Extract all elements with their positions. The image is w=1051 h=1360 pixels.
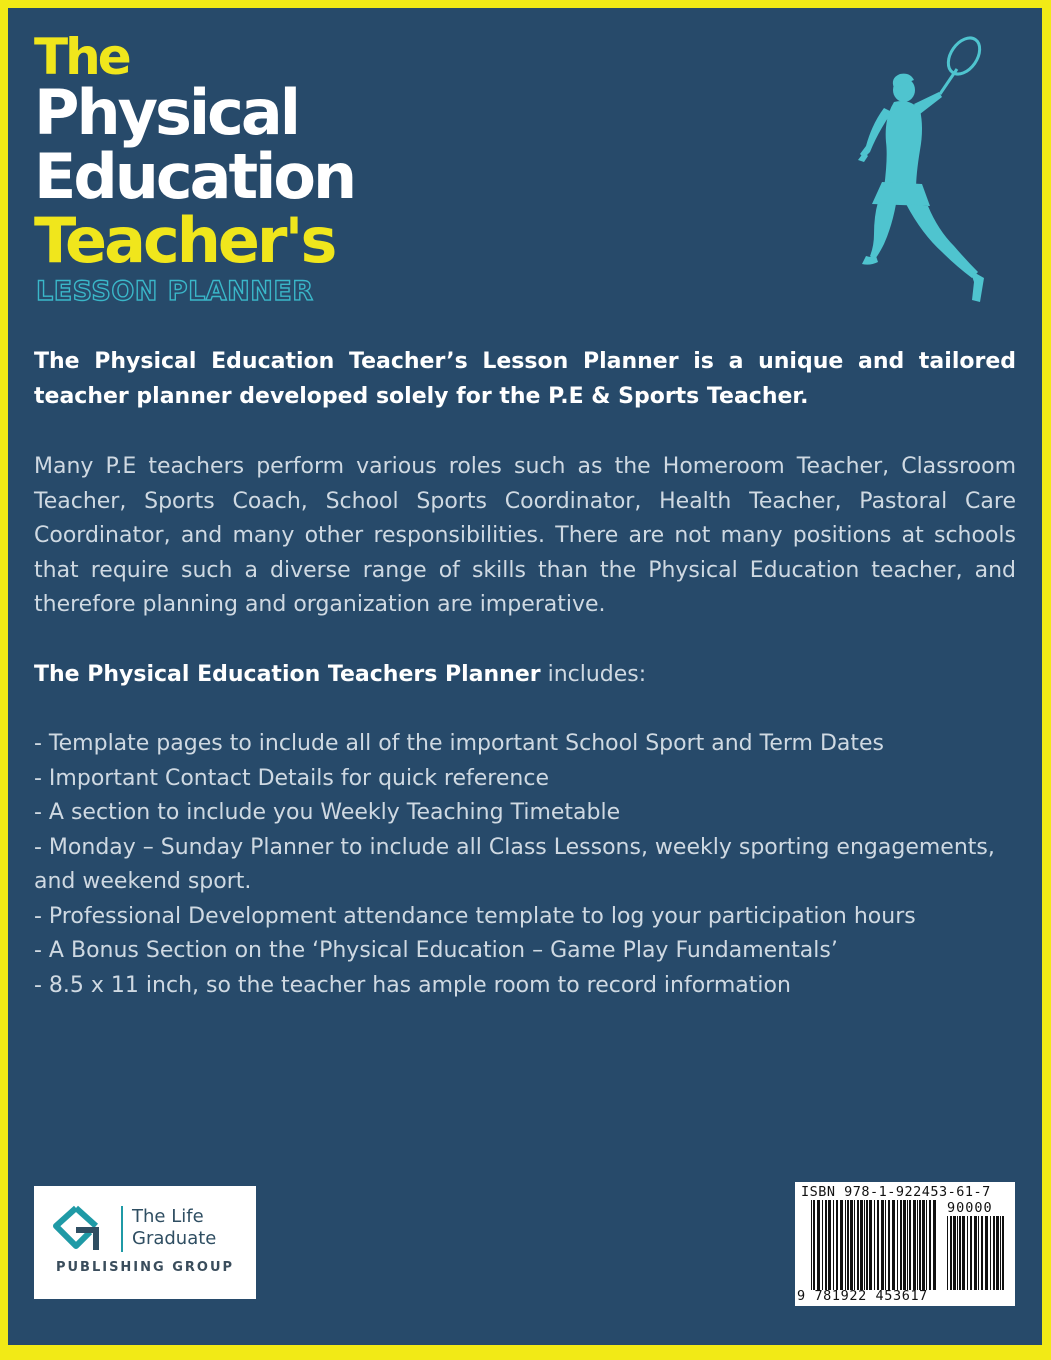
includes-bold: The Physical Education Teachers Planner	[34, 662, 541, 687]
title-teachers: Teacher's	[34, 204, 335, 277]
title-the: The	[34, 28, 129, 86]
tennis-player-silhouette-icon	[846, 32, 996, 312]
isbn-label: ISBN 978-1-922453-61-7	[801, 1184, 991, 1200]
book-back-cover	[8, 8, 1042, 1345]
publisher-tagline: PUBLISHING GROUP	[55, 1260, 235, 1275]
description-paragraph: Many P.E teachers perform various roles such as the Homeroom Teacher, Classroom Teacher, Sports Coach, School Sports Coordinator, Health Teacher, Pastoral Care Coordinator, and many other responsibilities. There are not many positions at schools that require such a diverse range of skills than the Physical Education teacher, and therefore planning and organization are imperative.	[34, 454, 1016, 617]
barcode-addon-icon	[947, 1216, 1007, 1290]
price-code: 90000	[947, 1200, 993, 1216]
list-item: - Template pages to include all of the important School Sport and Term Dates	[34, 731, 884, 756]
intro-text: The Physical Education Teacher’s Lesson Planner is a unique and tailored teacher planner developed solely for the P.E & Sports Teacher.	[34, 349, 1016, 409]
includes-heading	[34, 658, 1016, 693]
barcode-icon	[811, 1200, 937, 1290]
list-item: - A section to include you Weekly Teaching Timetable	[34, 800, 621, 825]
feature-list	[34, 727, 1016, 1003]
title-education: Education	[34, 140, 355, 213]
list-item: - Professional Development attendance template to log your participation hours	[34, 903, 916, 929]
logo-divider	[121, 1206, 123, 1252]
list-item: - 8.5 x 11 inch, so the teacher has ample room to record information	[34, 972, 791, 998]
title-lesson-planner: LESSON PLANNER	[36, 276, 314, 307]
life-graduate-logo-icon	[50, 1204, 108, 1254]
includes-rest: includes:	[540, 662, 647, 687]
list-item: - A Bonus Section on the ‘Physical Education – Game Play Fundamentals’	[34, 938, 838, 963]
publisher-name: The Life Graduate	[132, 1206, 217, 1249]
title-physical: Physical	[34, 76, 298, 149]
barcode-digits: 9 781922 453617	[797, 1288, 928, 1304]
list-item: - Important Contact Details for quick reference	[34, 765, 549, 791]
publisher-logo	[34, 1186, 256, 1299]
isbn-barcode	[795, 1182, 1015, 1306]
list-item: - Monday – Sunday Planner to include all Class Lessons, weekly sporting engagements, and weekend sport.	[34, 834, 995, 894]
